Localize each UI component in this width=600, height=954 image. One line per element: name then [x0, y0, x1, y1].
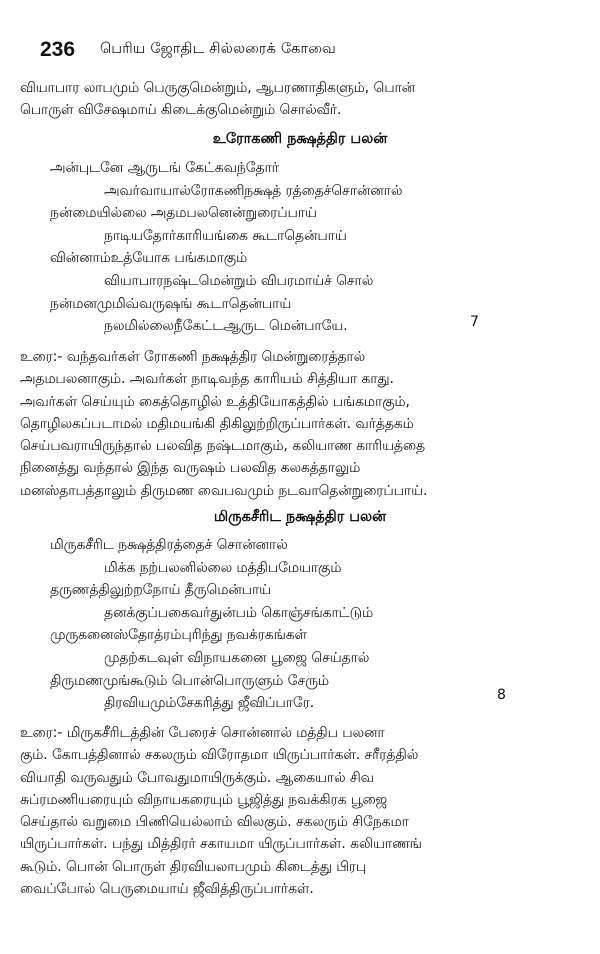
section-heading-rohini: உரோகணி நக்ஷத்திர பலன்	[212, 131, 388, 147]
intro-paragraph	[20, 77, 575, 122]
verse-number: 8	[497, 687, 506, 703]
text-line: வைப்போல் பெருமையாய் ஜீவித்திருப்பார்கள்.	[20, 881, 314, 898]
text-line: வியாபார லாபமும் பெருகுமென்றும், ஆபரணாதிகளும், பொன்	[20, 80, 416, 96]
verse-line: அவர்வாயால்ரோகணிநக்ஷத் ரத்தைச்சொன்னால்	[104, 182, 403, 199]
verse-line: நலமில்லைநீகேட்டஆருட மென்பாயே.	[104, 318, 348, 335]
text-line: சுப்ரமணியரையும் விநாயகரையும் பூஜித்து நவக்கிரக பூஜை	[20, 791, 388, 808]
text-line: அவர்கள் செய்யும் கைத்தொழில் உத்தியோகத்தில் பங்கமாகும்,	[20, 393, 410, 410]
page-header	[40, 38, 560, 68]
text-line: செய்தால் வறுமை பிணியெல்லாம் விலகும். சகலரும் சிநேகமா	[20, 814, 409, 831]
verse-line: திரவியமும்சேகரித்து ஜீவிப்பாரே.	[104, 695, 315, 712]
verse-number: 7	[470, 314, 479, 330]
verse-line: தனக்குப்பகைவர்துன்பம் கொஞ்சங்காட்டும்	[104, 604, 374, 621]
page-number: 236	[40, 38, 76, 61]
verse-line: மிக்க நற்பலனில்லை மத்திபமேயாகும்	[104, 559, 342, 576]
text-line: உரை:- மிருகசீரிடத்தின் பேரைச் சொன்னால் மத்திப பலனா	[20, 725, 385, 741]
commentary-mrigasira	[20, 722, 575, 900]
text-line: தொழிலகப்படாமல் மதிமயங்கி திகிலுற்றிருப்பார்கள். வர்த்தகம்	[20, 415, 414, 432]
text-line: கூடும். பொன் பொருள் திரவியலாபமும் கிடைத்து பிரபு	[20, 858, 367, 875]
text-line: உரை:- வந்தவர்கள் ரோகணி நக்ஷத்திர மென்றுரைத்தால்	[20, 349, 366, 365]
running-title: பெரிய ஜோதிட சில்லரைக் கோவை	[100, 41, 337, 57]
text-line: கும். கோபத்தினால் சகலரும் விரோதமா யிருப்பார்கள். சரீரத்தில்	[20, 747, 419, 764]
section-heading-mrigasira: மிருகசீரிட நக்ஷத்திர பலன்	[213, 509, 387, 525]
text-line: செய்பவராயிருந்தால் பலவித நஷ்டமாகும், கலியாண காரியத்தை	[20, 438, 425, 455]
verse-line: திருமணமுங்கூடும் பொன்பொருளும் சேரும்	[50, 672, 329, 689]
verse-line: முதற்கடவுள் விநாயகனை பூஜை செய்தால்	[104, 649, 370, 666]
verse-line: வியாபாரநஷ்டமென்றும் விபரமாய்ச் சொல்	[104, 272, 374, 289]
verse-7	[50, 157, 550, 338]
verse-8	[50, 534, 550, 715]
text-line: பொருள் விசேஷமாய் கிடைக்குமென்றும் சொல்வீர்.	[20, 102, 342, 119]
text-line: மனஸ்தாபத்தாலும் திருமண வைபவமும் நடவாதென்றுரைப்பாய்.	[20, 482, 428, 499]
verse-line: மிருகசீரிட நக்ஷத்திரத்தைச் சொன்னால்	[50, 537, 288, 553]
verse-line: அன்புடனே ஆருடங் கேட்கவந்தோர்	[50, 160, 279, 176]
verse-line: நாடியதோர்காரியங்கை கூடாதென்பாய்	[104, 227, 347, 244]
verse-line: தருணத்திலுற்றநோய் தீருமென்பாய்	[50, 582, 271, 599]
text-line: வியாதி வருவதும் போவதுமாயிருக்கும். ஆகையால் சிவ	[20, 769, 374, 786]
verse-line: நன்மனமுமிவ்வருஷங் கூடாதென்பாய்	[50, 295, 292, 312]
text-line: அதமபலனாகும். அவர்கள் நாடிவந்த காரியம் சித்தியா காது.	[20, 371, 394, 388]
verse-line: முருகனைஸ்தோத்ரம்புரிந்து நவக்ரகங்கள்	[50, 627, 307, 644]
verse-line: வின்னாம்உத்யோக பங்கமாகும்	[50, 250, 248, 267]
verse-line: நன்மையில்லை அதமபலனென்றுரைப்பாய்	[50, 205, 317, 222]
text-line: நினைத்து வந்தால் இந்த வருஷம் பலவித கலகத்தாலும்	[20, 460, 361, 477]
text-line: யிருப்பார்கள். பந்து மித்திரர் சகாயமா யிருப்பார்கள். கலியாணங்	[20, 836, 422, 853]
commentary-rohini	[20, 346, 575, 502]
